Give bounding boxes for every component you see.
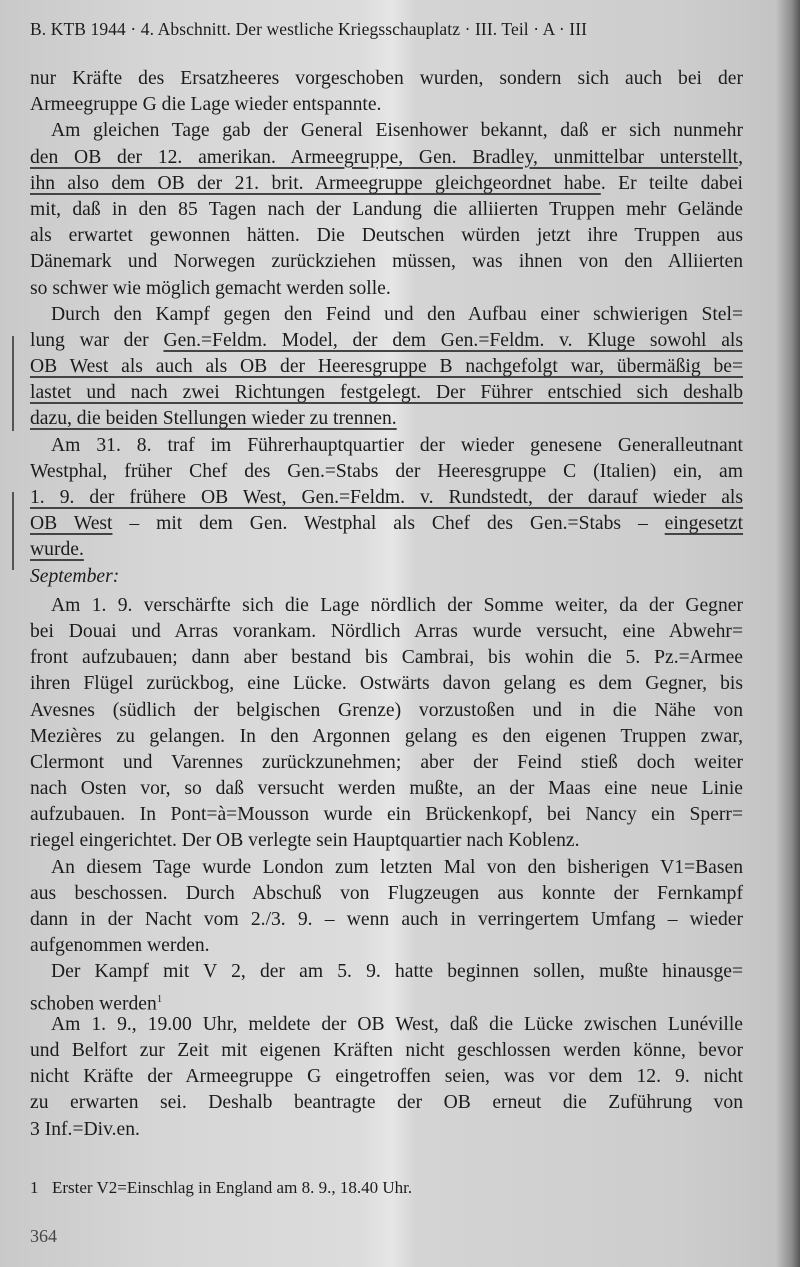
text-line	[30, 145, 743, 171]
text-line	[30, 933, 743, 959]
text-segment: . Er teilte dabei	[600, 172, 743, 194]
text-line	[30, 92, 743, 118]
text-segment: Der Kampf mit V 2, der am 5. 9. hatte beginnen sollen, mußte hinausge=	[51, 961, 743, 983]
text-segment: 3 Inf.=Div.en.	[30, 1118, 140, 1140]
text-line	[30, 724, 743, 750]
text-segment: und Belfort zur Zeit mit eigenen Kräften nicht geschlossen werden könne, bevor	[30, 1039, 743, 1061]
text-line	[30, 66, 743, 92]
text-segment: front aufzubauen; dann aber bestand bis Cambrai, bis wohin die 5. Pz.=Armee	[30, 647, 743, 669]
text-line	[30, 1090, 743, 1116]
text-segment: September:	[30, 565, 120, 587]
text-line	[30, 593, 743, 619]
text-segment: mit, daß in den 85 Tagen nach der Landung die alliierten Truppen mehr Gelände	[30, 198, 743, 220]
text-line	[30, 1038, 743, 1064]
underlined-text: eingesetzt	[664, 513, 744, 535]
running-header: B. KTB 1944 · 4. Abschnitt. Der westliche Kriegsschauplatz · III. Teil · A · III	[30, 19, 588, 39]
text-line	[30, 223, 743, 249]
text-segment: Clermont und Varennes zurückzunehmen; aber der Feind stieß doch weiter	[30, 751, 743, 773]
text-line	[30, 249, 743, 275]
text-line	[30, 406, 743, 432]
text-line	[30, 354, 743, 380]
text-segment: Am 1. 9., 19.00 Uhr, meldete der OB West, daß die Lücke zwischen Lunéville	[51, 1013, 743, 1035]
text-line	[30, 907, 743, 933]
text-segment: nur Kräfte des Ersatzheeres vorgeschoben wurden, sondern sich auch bei der	[30, 68, 743, 89]
text-line	[30, 433, 743, 459]
text-line	[30, 537, 743, 563]
text-line	[30, 1064, 743, 1090]
text-segment: Dänemark und Norwegen zurückziehen müssen, was ihnen von den Alliierten	[30, 251, 743, 273]
text-segment: nach Osten vor, so daß versucht werden mußte, an der Maas eine neue Linie	[30, 778, 743, 800]
text-segment: Durch den Kampf gegen den Feind und den Aufbau einer schwierigen Stel=	[51, 303, 743, 325]
footnote-number: 1	[30, 1178, 39, 1197]
text-segment: aufzubauen. In Pont=à=Mousson wurde ein Brückenkopf, bei Nancy ein Sperr=	[30, 804, 743, 826]
text-segment: aufgenommen werden.	[30, 935, 210, 957]
text-line	[30, 698, 743, 724]
underlined-text: Gen.=Feldm. Model, der dem Gen.=Feldm. v. Kluge sowohl als	[163, 329, 743, 351]
text-segment: ihren Flügel zurückbog, eine Lücke. Ostwärts davon gelang es dem Gegner, bis	[30, 673, 743, 695]
text-segment: lung war der	[30, 329, 164, 351]
text-segment: Am gleichen Tage gab der General Eisenhower bekannt, daß er sich nunmehr	[51, 120, 743, 142]
underlined-text: dazu, die beiden Stellungen wieder zu trennen.	[30, 408, 397, 430]
underlined-text: ihn also dem OB der 21. brit. Armeegruppe gleichgeordnet habe	[30, 172, 601, 194]
text-line	[30, 302, 743, 328]
footnote-reference: 1	[156, 992, 163, 1005]
text-line	[30, 619, 743, 645]
underlined-text: OB West	[30, 513, 113, 535]
text-segment: zu erwarten sei. Deshalb beantragte der OB erneut die Zuführung von	[30, 1092, 743, 1114]
text-segment: Westphal, früher Chef des Gen.=Stabs der Heeresgruppe C (Italien) ein, am	[30, 460, 743, 482]
text-line	[30, 881, 743, 907]
text-line	[30, 380, 743, 406]
text-line	[30, 276, 743, 302]
underlined-text: OB West als auch als OB der Heeresgruppe B nachgefolgt war, übermäßig be=	[30, 356, 743, 378]
text-segment: schoben werden	[30, 993, 157, 1015]
text-line	[30, 118, 743, 144]
text-line	[30, 459, 743, 485]
section-heading	[30, 564, 743, 590]
page-number: 364	[30, 1226, 57, 1246]
text-line	[30, 828, 743, 854]
text-segment: dann in der Nacht vom 2./3. 9. – wenn auch in verringertem Umfang – wieder	[30, 909, 743, 930]
text-segment: An diesem Tage wurde London zum letzten Mal von den bisherigen V1=Basen	[51, 856, 743, 878]
text-line	[30, 1117, 743, 1143]
text-segment: ,	[738, 146, 743, 168]
text-segment: Avesnes (südlich der belgischen Grenze) vorzustoßen und in die Nähe von	[30, 699, 743, 721]
text-segment: Am 1. 9. verschärfte sich die Lage nördlich der Somme weiter, da der Gegner	[51, 594, 743, 616]
text-line	[30, 959, 743, 985]
text-line	[30, 511, 743, 537]
text-segment: Mezières zu gelangen. In den Argonnen gelang es den eigenen Truppen zwar,	[30, 725, 743, 747]
underlined-text: den OB der 12. amerikan. Armeegruppe, Gen. Bradley, unmittelbar unterstellt	[30, 146, 739, 168]
text-segment: Armeegruppe G die Lage wieder entspannte.	[30, 94, 382, 116]
text-line	[30, 750, 743, 776]
text-line	[30, 328, 743, 354]
text-line	[30, 802, 743, 828]
text-segment: so schwer wie möglich gemacht werden solle.	[30, 277, 391, 299]
underlined-text: 1. 9. der frühere OB West, Gen.=Feldm. v. Rundstedt, der darauf wieder als	[30, 487, 743, 508]
text-segment: bei Douai und Arras vorankam. Nördlich Arras wurde versucht, eine Abwehr=	[30, 620, 743, 642]
text-line	[30, 1012, 743, 1038]
text-segment: riegel eingerichtet. Der OB verlegte sein Hauptquartier nach Koblenz.	[30, 830, 580, 852]
margin-mark	[12, 336, 14, 431]
text-segment: aus beschossen. Durch Abschuß von Flugzeugen aus konnte der Fernkampf	[30, 882, 743, 904]
text-line	[30, 986, 743, 1015]
underlined-text: wurde.	[30, 539, 84, 561]
text-line	[30, 197, 743, 223]
text-line	[30, 645, 743, 671]
text-segment: als erwartet gewonnen hätten. Die Deutschen würden jetzt ihre Truppen aus	[30, 225, 743, 247]
text-segment: Am 31. 8. traf im Führerhauptquartier der wieder genesene Generalleutnant	[51, 434, 743, 456]
body-text	[30, 66, 743, 1143]
footnote-text: Erster V2=Einschlag in England am 8. 9., 18.40 Uhr.	[52, 1178, 413, 1197]
margin-mark	[12, 492, 14, 570]
text-line	[30, 855, 743, 881]
text-line	[30, 485, 743, 511]
text-line	[30, 171, 743, 197]
text-line	[30, 776, 743, 802]
text-segment: – mit dem Gen. Westphal als Chef des Gen.=Stabs –	[112, 513, 665, 535]
text-line	[30, 671, 743, 697]
footnote	[30, 1178, 412, 1198]
text-segment: nicht Kräfte der Armeegruppe G eingetroffen seien, was vor dem 12. 9. nicht	[30, 1066, 743, 1088]
underlined-text: lastet und nach zwei Richtungen festgelegt. Der Führer entschied sich deshalb	[30, 382, 743, 404]
